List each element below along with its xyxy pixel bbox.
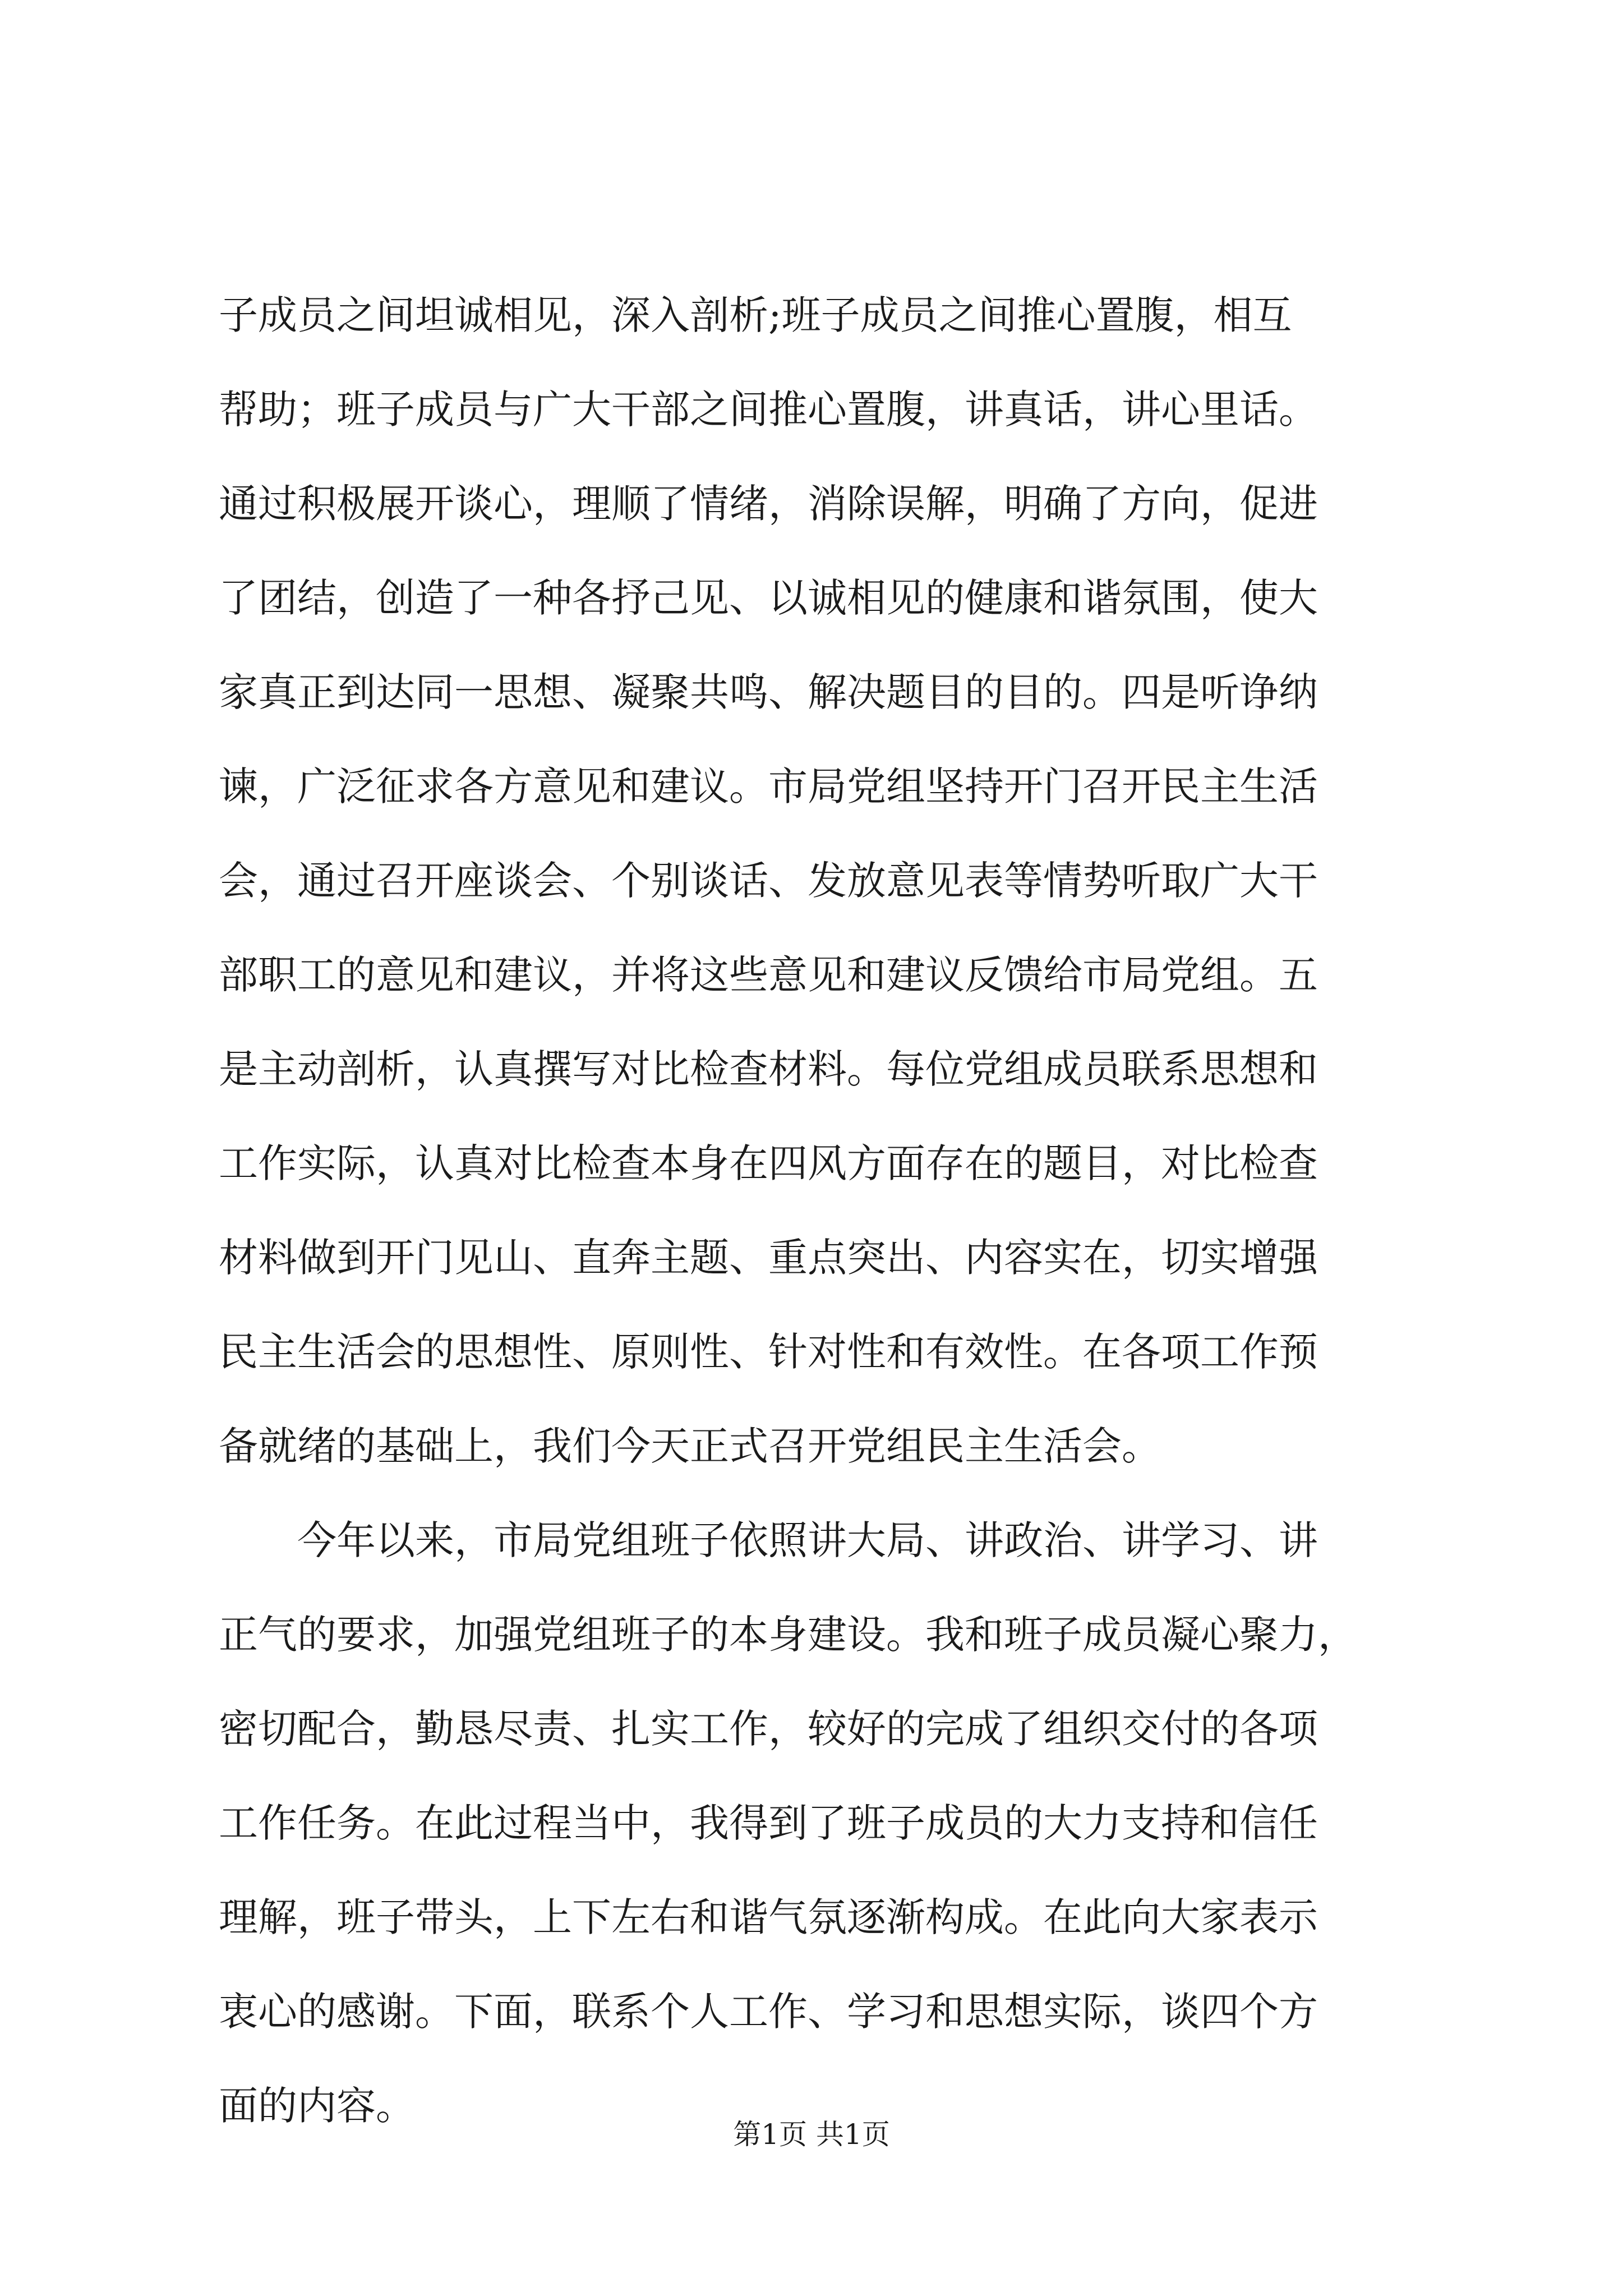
text-line: 通过积极展开谈心，理顺了情绪，消除误解，明确了方向，促进 bbox=[219, 481, 1318, 527]
text-line: 密切配合，勤恳尽责、扎实工作，较好的完成了组织交付的各项 bbox=[219, 1706, 1318, 1752]
text-line: 备就绪的基础上，我们今天正式召开党组民主生活会。 bbox=[219, 1423, 1161, 1469]
text-line: 是主动剖析，认真撰写对比检查材料。每位党组成员联系思想和 bbox=[219, 1046, 1318, 1092]
page-number-footer: 第1页 共1页 bbox=[733, 2118, 890, 2151]
text-line: 工作实际，认真对比检查本身在四风方面存在的题目，对比检查 bbox=[219, 1140, 1318, 1186]
text-line: 衷心的感谢。下面，联系个人工作、学习和思想实际，谈四个方 bbox=[219, 1989, 1318, 2035]
text-line: 正气的要求，加强党组班子的本身建设。我和班子成员凝心聚力， bbox=[219, 1612, 1357, 1658]
text-line: 面的内容。 bbox=[219, 2083, 415, 2129]
text-line: 工作任务。在此过程当中，我得到了班子成员的大力支持和信任 bbox=[219, 1800, 1318, 1846]
text-line: 了团结，创造了一种各抒己见、以诚相见的健康和谐氛围，使大 bbox=[219, 575, 1318, 621]
text-line: 材料做到开门见山、直奔主题、重点突出、内容实在，切实增强 bbox=[219, 1235, 1318, 1281]
text-line: 谏，广泛征求各方意见和建议。市局党组坚持开门召开民主生活 bbox=[219, 763, 1318, 809]
text-line: 帮助；班子成员与广大干部之间推心置腹，讲真话，讲心里话。 bbox=[219, 386, 1318, 432]
paragraph-2 bbox=[219, 1493, 1441, 2153]
paragraph-1 bbox=[219, 268, 1441, 1493]
text-line: 会，通过召开座谈会、个别谈话、发放意见表等情势听取广大干 bbox=[219, 858, 1318, 904]
text-line: 家真正到达同一思想、凝聚共鸣、解决题目的目的。四是听诤纳 bbox=[219, 669, 1318, 715]
text-line: 理解，班子带头，上下左右和谐气氛逐渐构成。在此向大家表示 bbox=[219, 1894, 1318, 1940]
text-line: 今年以来，市局党组班子依照讲大局、讲政治、讲学习、讲 bbox=[219, 1517, 1318, 1563]
document-body bbox=[219, 268, 1441, 2153]
text-line: 子成员之间坦诚相见，深入剖析;班子成员之间推心置腹，相互 bbox=[219, 292, 1292, 338]
text-line: 民主生活会的思想性、原则性、针对性和有效性。在各项工作预 bbox=[219, 1329, 1318, 1375]
text-line: 部职工的意见和建议，并将这些意见和建议反馈给市局党组。五 bbox=[219, 952, 1318, 998]
